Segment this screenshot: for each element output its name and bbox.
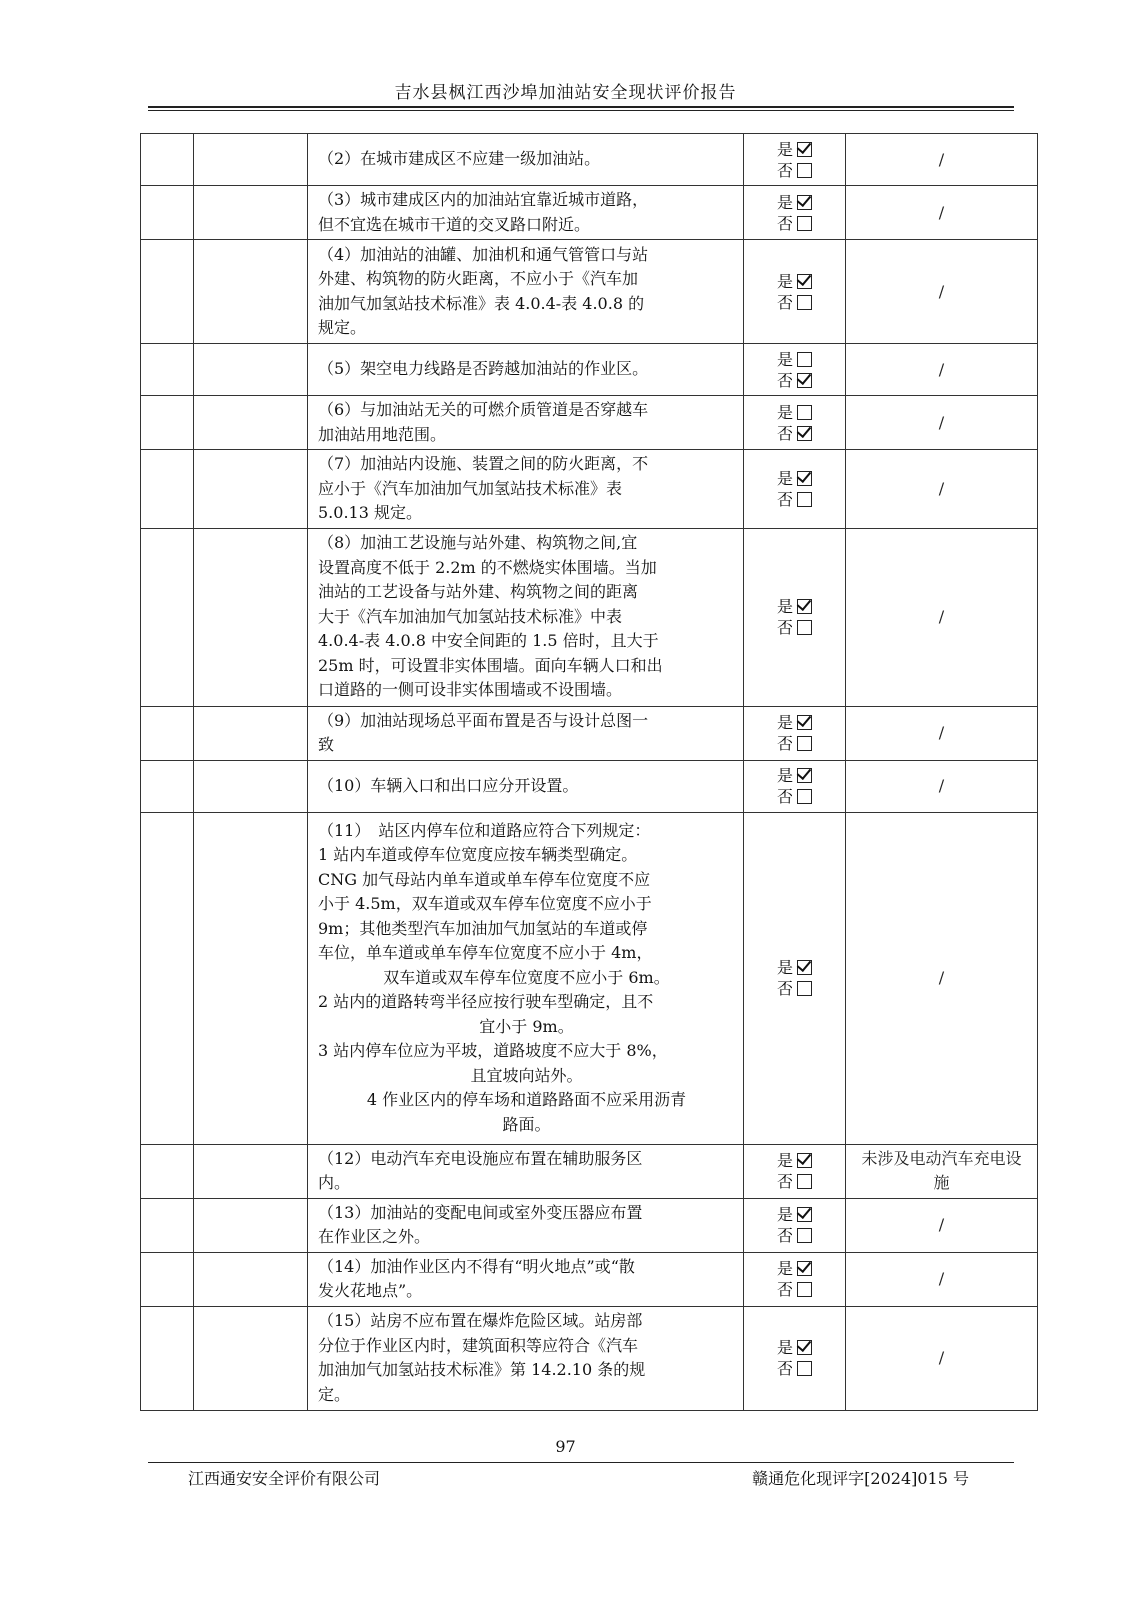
requirement-text-line: CNG 加气母站内单车道或单车停车位宽度不应 [318, 869, 651, 889]
requirement-text-line: 1 站内车道或停车位宽度应按车辆类型确定。 [318, 845, 638, 865]
remark-cell [846, 1198, 1038, 1252]
category-cell [141, 760, 194, 812]
category-cell [141, 1144, 194, 1198]
table-row [141, 760, 1038, 812]
yes-option-label: 是 [776, 349, 793, 369]
check-result-cell [744, 1306, 846, 1410]
check-result-cell [744, 1198, 846, 1252]
footer-doc-number: 赣通危化现评字[2024]015 号 [752, 1469, 969, 1488]
requirement-text-line: 4 作业区内的停车场和道路路面不应采用沥青 [366, 1090, 687, 1110]
table-row [141, 1252, 1038, 1306]
requirement-text-line: （7）加油站内设施、装置之间的防火距离，不 [318, 454, 649, 473]
requirement-text-line: （12）电动汽车充电设施应布置在辅助服务区 [318, 1148, 643, 1168]
no-option-label: 否 [776, 213, 793, 233]
category-cell [141, 240, 194, 344]
table-row [141, 450, 1038, 529]
requirement-text-line: 宜小于 9m。 [479, 1016, 574, 1036]
requirement-cell [308, 1252, 744, 1306]
yes-option [777, 1150, 812, 1171]
yes-option [777, 139, 812, 160]
remark-cell [846, 396, 1038, 450]
no-option-label: 否 [776, 489, 793, 509]
no-option [777, 733, 812, 754]
subcategory-cell [194, 1252, 308, 1306]
checked-box-icon [797, 373, 812, 388]
requirement-cell [308, 186, 744, 240]
category-cell [141, 450, 194, 529]
yes-option [777, 271, 812, 292]
no-option-label: 否 [776, 618, 793, 637]
check-result-cell [744, 1252, 846, 1306]
remark-text: / [938, 968, 945, 987]
remark-cell [846, 240, 1038, 344]
subcategory-cell [194, 1198, 308, 1252]
requirement-text-line: 设置高度不低于 2.2m 的不燃烧实体围墙。当加 [318, 557, 657, 577]
remark-text: / [938, 1215, 945, 1234]
requirement-text-line: （14）加油作业区内不得有“明火地点”或“散 [318, 1256, 635, 1276]
subcategory-cell [194, 1144, 308, 1198]
yes-option-label: 是 [776, 1338, 793, 1357]
yes-option-label: 是 [776, 1259, 793, 1278]
check-result-cell [744, 344, 846, 396]
unchecked-box-icon [797, 1174, 812, 1189]
subcategory-cell [194, 186, 308, 240]
remark-text: / [938, 478, 945, 498]
category-cell [141, 396, 194, 450]
remark-cell [846, 450, 1038, 529]
no-option [777, 1225, 812, 1246]
no-option-label: 否 [776, 1172, 793, 1191]
table-row [141, 528, 1038, 706]
requirement-text-line: 发火花地点”。 [318, 1281, 423, 1300]
table-row [141, 812, 1038, 1144]
checklist-table [140, 133, 1038, 1411]
requirement-text-line: 25m 时，可设置非实体围墙。面向车辆人口和出 [318, 655, 663, 675]
yes-option-label: 是 [776, 597, 793, 616]
requirement-text-line: 但不宜选在城市干道的交叉路口附近。 [318, 214, 591, 234]
no-option [777, 423, 812, 444]
remark-cell [846, 760, 1038, 812]
table-row [141, 344, 1038, 396]
subcategory-cell [194, 812, 308, 1144]
unchecked-box-icon [797, 405, 812, 420]
requirement-text-line: （6）与加油站无关的可燃介质管道是否穿越车 [318, 400, 649, 419]
table-row [141, 1306, 1038, 1410]
requirement-text-line: 4.0.4-表 4.0.8 中安全间距的 1.5 倍时，且大于 [318, 631, 659, 651]
requirement-cell [308, 1144, 744, 1198]
check-result-cell [744, 450, 846, 529]
unchecked-box-icon [797, 295, 812, 310]
remark-text: / [938, 607, 945, 626]
yes-option [777, 349, 812, 370]
requirement-cell [308, 1198, 744, 1252]
subcategory-cell [194, 760, 308, 812]
remark-cell [846, 186, 1038, 240]
no-option [777, 160, 812, 181]
no-option [777, 370, 812, 391]
requirement-text-line: 内。 [318, 1173, 351, 1192]
no-option-label: 否 [776, 1280, 793, 1299]
checked-box-icon [797, 960, 812, 975]
unchecked-box-icon [797, 492, 812, 507]
unchecked-box-icon [797, 620, 812, 635]
category-cell [141, 1252, 194, 1306]
requirement-text-line: （13）加油站的变配电间或室外变压器应布置 [318, 1202, 643, 1222]
subcategory-cell [194, 706, 308, 760]
checked-box-icon [797, 471, 812, 486]
remark-cell [846, 1306, 1038, 1410]
category-cell [141, 1198, 194, 1252]
remark-text: / [938, 1269, 945, 1288]
yes-option-label: 是 [776, 192, 793, 212]
checked-box-icon [797, 426, 812, 441]
category-cell [141, 186, 194, 240]
subcategory-cell [194, 344, 308, 396]
no-option-label: 否 [776, 370, 793, 390]
yes-option-label: 是 [776, 271, 793, 291]
yes-option [777, 1258, 812, 1279]
check-result-cell [744, 1144, 846, 1198]
check-result-cell [744, 812, 846, 1144]
check-result-cell [744, 706, 846, 760]
remark-cell [846, 528, 1038, 706]
header-rule [148, 106, 1014, 108]
category-cell [141, 706, 194, 760]
requirement-text-line: （9）加油站现场总平面布置是否与设计总图一 [318, 710, 649, 730]
no-option [777, 213, 812, 234]
no-option [777, 617, 812, 638]
subcategory-cell [194, 450, 308, 529]
subcategory-cell [194, 134, 308, 186]
yes-option [777, 468, 812, 489]
yes-option-label: 是 [776, 1151, 793, 1170]
requirement-cell [308, 450, 744, 529]
check-result-cell [744, 528, 846, 706]
requirement-text-line: 致 [318, 735, 335, 754]
footer-rule [148, 1462, 1014, 1463]
remark-text: / [938, 776, 945, 795]
table-row [141, 186, 1038, 240]
requirement-text-line: 路面。 [502, 1114, 551, 1134]
yes-option [777, 957, 812, 978]
yes-option-label: 是 [776, 766, 793, 785]
requirement-text-line: 5.0.13 规定。 [318, 503, 422, 522]
requirement-text-line: 双车道或双车停车位宽度不应小于 6m。 [383, 967, 670, 987]
yes-option-label: 是 [776, 713, 793, 732]
remark-cell [846, 1252, 1038, 1306]
requirement-cell [308, 134, 744, 186]
no-option [777, 978, 812, 999]
remark-cell [846, 344, 1038, 396]
requirement-text-line: （4）加油站的油罐、加油机和通气管管口与站 [318, 244, 649, 264]
requirement-cell [308, 706, 744, 760]
category-cell [141, 812, 194, 1144]
unchecked-box-icon [797, 352, 812, 367]
requirement-text-line: 3 站内停车位应为平坡，道路坡度不应大于 8%， [318, 1041, 668, 1061]
remark-text: / [938, 202, 945, 222]
requirement-text-line: 加油加气加氢站技术标准》第 14.2.10 条的规 [318, 1360, 646, 1379]
no-option-label: 否 [776, 787, 793, 806]
requirement-text-line: 且宜坡向站外。 [470, 1065, 583, 1085]
no-option [777, 489, 812, 510]
requirement-cell [308, 528, 744, 706]
yes-option [777, 765, 812, 786]
check-result-cell [744, 240, 846, 344]
remark-cell [846, 812, 1038, 1144]
checked-box-icon [797, 1261, 812, 1276]
no-option [777, 1279, 812, 1300]
requirement-text-line: 加油站用地范围。 [318, 424, 447, 444]
remark-cell [846, 706, 1038, 760]
subcategory-cell [194, 1306, 308, 1410]
remark-text: / [938, 723, 945, 742]
category-cell [141, 344, 194, 396]
checked-box-icon [797, 1340, 812, 1355]
requirement-text-line: 定。 [318, 1384, 351, 1404]
subcategory-cell [194, 396, 308, 450]
requirement-text-line: 小于 4.5m，双车道或双车停车位宽度不应小于 [318, 894, 652, 914]
remark-text: / [938, 412, 945, 432]
requirement-text-line: 9m；其他类型汽车加油加气加氢站的车道或停 [318, 918, 648, 938]
requirement-text-line: （11） 站区内停车位和道路应符合下列规定： [318, 820, 651, 840]
page-number: 97 [555, 1437, 576, 1456]
no-option-label: 否 [776, 1226, 793, 1245]
requirement-cell [308, 240, 744, 344]
yes-option [777, 1337, 812, 1358]
yes-option-label: 是 [776, 1205, 793, 1224]
table-row [141, 1198, 1038, 1252]
requirement-text-line: 应小于《汽车加油加气加氢站技术标准》表 [318, 478, 623, 498]
yes-option [777, 1204, 812, 1225]
yes-option-label: 是 [776, 139, 793, 159]
remark-cell [846, 134, 1038, 186]
yes-option [777, 402, 812, 423]
checked-box-icon [797, 274, 812, 289]
requirement-cell [308, 1306, 744, 1410]
table-row [141, 240, 1038, 344]
checked-box-icon [797, 768, 812, 783]
unchecked-box-icon [797, 216, 812, 231]
requirement-text-line: 分位于作业区内时，建筑面积等应符合《汽车 [318, 1335, 639, 1355]
requirement-text-line: （3）城市建成区内的加油站宜靠近城市道路， [318, 190, 649, 209]
check-result-cell [744, 134, 846, 186]
no-option-label: 否 [776, 1359, 793, 1378]
remark-text: / [938, 281, 945, 301]
table-row [141, 706, 1038, 760]
category-cell [141, 134, 194, 186]
table-row [141, 1144, 1038, 1198]
no-option [777, 786, 812, 807]
unchecked-box-icon [797, 163, 812, 178]
page-header-title: 吉水县枫江西沙埠加油站安全现状评价报告 [394, 83, 737, 103]
requirement-text-line: （10）车辆入口和出口应分开设置。 [318, 775, 579, 795]
category-cell [141, 1306, 194, 1410]
header-rule-thin [148, 110, 1014, 111]
requirement-cell [308, 812, 744, 1144]
requirement-text-line: 口道路的一侧可设非实体围墙或不设围墙。 [318, 680, 623, 700]
requirement-text-line: 在作业区之外。 [318, 1227, 431, 1246]
remark-text: / [938, 149, 945, 169]
unchecked-box-icon [797, 1361, 812, 1376]
requirement-cell [308, 396, 744, 450]
requirement-cell [308, 344, 744, 396]
requirement-text-line: 油加气加氢站技术标准》表 4.0.4-表 4.0.8 的 [318, 293, 645, 313]
checked-box-icon [797, 599, 812, 614]
remark-text: 未涉及电动汽车充电设施 [861, 1149, 1022, 1192]
no-option [777, 1171, 812, 1192]
requirement-text-line: 油站的工艺设备与站外建、构筑物之间的距离 [318, 582, 639, 602]
no-option-label: 否 [776, 292, 793, 312]
table-row [141, 134, 1038, 186]
checked-box-icon [797, 715, 812, 730]
yes-option [777, 596, 812, 617]
subcategory-cell [194, 240, 308, 344]
yes-option-label: 是 [776, 402, 793, 422]
table-row [141, 396, 1038, 450]
unchecked-box-icon [797, 981, 812, 996]
footer-company: 江西通安安全评价有限公司 [188, 1469, 381, 1488]
requirement-text-line: 规定。 [318, 318, 367, 337]
requirement-text-line: （2）在城市建成区不应建一级加油站。 [318, 149, 601, 169]
no-option-label: 否 [776, 734, 793, 753]
checked-box-icon [797, 195, 812, 210]
check-result-cell [744, 396, 846, 450]
no-option [777, 292, 812, 313]
no-option-label: 否 [776, 160, 793, 180]
remark-text: / [938, 359, 945, 379]
checked-box-icon [797, 1207, 812, 1222]
yes-option-label: 是 [776, 958, 793, 977]
no-option-label: 否 [776, 979, 793, 998]
requirement-cell [308, 760, 744, 812]
yes-option-label: 是 [776, 468, 793, 488]
requirement-text-line: 2 站内的道路转弯半径应按行驶车型确定，且不 [318, 992, 654, 1012]
requirement-text-line: 大于《汽车加油加气加氢站技术标准》中表 [318, 606, 623, 626]
unchecked-box-icon [797, 789, 812, 804]
yes-option [777, 712, 812, 733]
checked-box-icon [797, 1153, 812, 1168]
requirement-text-line: （15）站房不应布置在爆炸危险区域。站房部 [318, 1311, 643, 1330]
requirement-text-line: 外建、构筑物的防火距离，不应小于《汽车加 [318, 269, 639, 288]
remark-text: / [938, 1348, 945, 1367]
check-result-cell [744, 186, 846, 240]
checklist-body [141, 134, 1038, 1411]
remark-cell [846, 1144, 1038, 1198]
subcategory-cell [194, 528, 308, 706]
unchecked-box-icon [797, 1228, 812, 1243]
requirement-text-line: （5）架空电力线路是否跨越加油站的作业区。 [318, 359, 649, 379]
no-option-label: 否 [776, 423, 793, 443]
unchecked-box-icon [797, 736, 812, 751]
category-cell [141, 528, 194, 706]
unchecked-box-icon [797, 1282, 812, 1297]
requirement-text-line: 车位，单车道或单车停车位宽度不应小于 4m， [318, 943, 653, 963]
checked-box-icon [797, 142, 812, 157]
yes-option [777, 192, 812, 213]
no-option [777, 1358, 812, 1379]
check-result-cell [744, 760, 846, 812]
requirement-text-line: （8）加油工艺设施与站外建、构筑物之间,宜 [318, 533, 638, 553]
